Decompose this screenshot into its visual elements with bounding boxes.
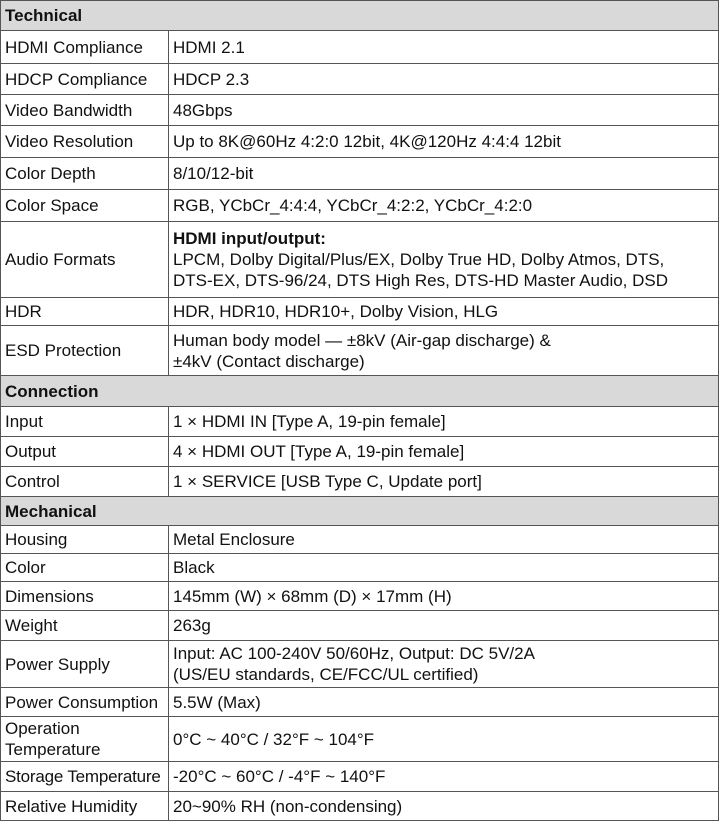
operation-temp-label-line-1: Operation [5, 719, 80, 738]
spec-value: -20°C ~ 60°C / -4°F ~ 140°F [169, 762, 719, 792]
spec-label: Weight [1, 611, 169, 641]
table-row [1, 190, 719, 222]
spec-value: 1 × HDMI IN [Type A, 19-pin female] [169, 407, 719, 437]
spec-value: Black [169, 554, 719, 582]
spec-value [169, 326, 719, 376]
spec-value: HDR, HDR10, HDR10+, Dolby Vision, HLG [169, 298, 719, 326]
spec-value: 5.5W (Max) [169, 688, 719, 717]
spec-value: 4 × HDMI OUT [Type A, 19-pin female] [169, 437, 719, 467]
spec-label: Video Resolution [1, 126, 169, 158]
audio-heading: HDMI input/output: [173, 229, 326, 248]
power-supply-line-1: Input: AC 100-240V 50/60Hz, Output: DC 5V/2A [173, 644, 535, 663]
spec-label: Control [1, 467, 169, 497]
spec-label: Housing [1, 526, 169, 554]
spec-value [169, 641, 719, 688]
table-row [1, 407, 719, 437]
spec-value: 145mm (W) × 68mm (D) × 17mm (H) [169, 582, 719, 611]
spec-value: RGB, YCbCr_4:4:4, YCbCr_4:2:2, YCbCr_4:2:0 [169, 190, 719, 222]
table-row [1, 298, 719, 326]
spec-label: Color [1, 554, 169, 582]
spec-label: Color Space [1, 190, 169, 222]
table-row [1, 64, 719, 95]
spec-value: 263g [169, 611, 719, 641]
spec-label: HDR [1, 298, 169, 326]
spec-label: Color Depth [1, 158, 169, 190]
section-header-connection [1, 376, 719, 407]
spec-label: Output [1, 437, 169, 467]
table-row [1, 611, 719, 641]
table-row [1, 641, 719, 688]
table-row [1, 158, 719, 190]
table-row [1, 95, 719, 126]
spec-value: 8/10/12-bit [169, 158, 719, 190]
spec-value: HDMI 2.1 [169, 31, 719, 64]
power-supply-line-2: (US/EU standards, CE/FCC/UL certified) [173, 665, 479, 684]
spec-label: Relative Humidity [1, 792, 169, 821]
spec-value: 0°C ~ 40°C / 32°F ~ 104°F [169, 717, 719, 762]
table-row [1, 526, 719, 554]
section-title: Technical [1, 1, 719, 31]
spec-label: Dimensions [1, 582, 169, 611]
esd-line-1: Human body model — ±8kV (Air-gap discharge) & [173, 330, 551, 350]
spec-label: Storage Temperature [1, 762, 169, 792]
section-header-technical [1, 1, 719, 31]
spec-label: Video Bandwidth [1, 95, 169, 126]
spec-label [1, 717, 169, 762]
section-title: Connection [1, 376, 719, 407]
spec-value: 20~90% RH (non-condensing) [169, 792, 719, 821]
table-row [1, 762, 719, 792]
section-title: Mechanical [1, 497, 719, 526]
table-row [1, 717, 719, 762]
spec-label: Input [1, 407, 169, 437]
table-row [1, 792, 719, 821]
table-row [1, 554, 719, 582]
audio-line-2: DTS-EX, DTS-96/24, DTS High Res, DTS-HD Master Audio, DSD [173, 271, 669, 290]
operation-temp-label-line-2: Temperature [5, 740, 101, 759]
table-row [1, 467, 719, 497]
table-row [1, 326, 719, 376]
table-row [1, 126, 719, 158]
table-row [1, 437, 719, 467]
spec-value [169, 222, 719, 298]
table-row [1, 222, 719, 298]
spec-value: 1 × SERVICE [USB Type C, Update port] [169, 467, 719, 497]
spec-value: 48Gbps [169, 95, 719, 126]
spec-label: Power Consumption [1, 688, 169, 717]
spec-label: HDMI Compliance [1, 31, 169, 64]
table-row [1, 688, 719, 717]
spec-value: Metal Enclosure [169, 526, 719, 554]
spec-label: Power Supply [1, 641, 169, 688]
section-header-mechanical [1, 497, 719, 526]
audio-line-1: LPCM, Dolby Digital/Plus/EX, Dolby True HD, Dolby Atmos, DTS, [173, 250, 665, 269]
spec-label: HDCP Compliance [1, 64, 169, 95]
esd-line-2: ±4kV (Contact discharge) [173, 351, 365, 371]
spec-label: Audio Formats [1, 222, 169, 298]
spec-label: ESD Protection [1, 326, 169, 376]
table-row [1, 582, 719, 611]
table-row [1, 31, 719, 64]
spec-value: Up to 8K@60Hz 4:2:0 12bit, 4K@120Hz 4:4:4 12bit [169, 126, 719, 158]
spec-value: HDCP 2.3 [169, 64, 719, 95]
